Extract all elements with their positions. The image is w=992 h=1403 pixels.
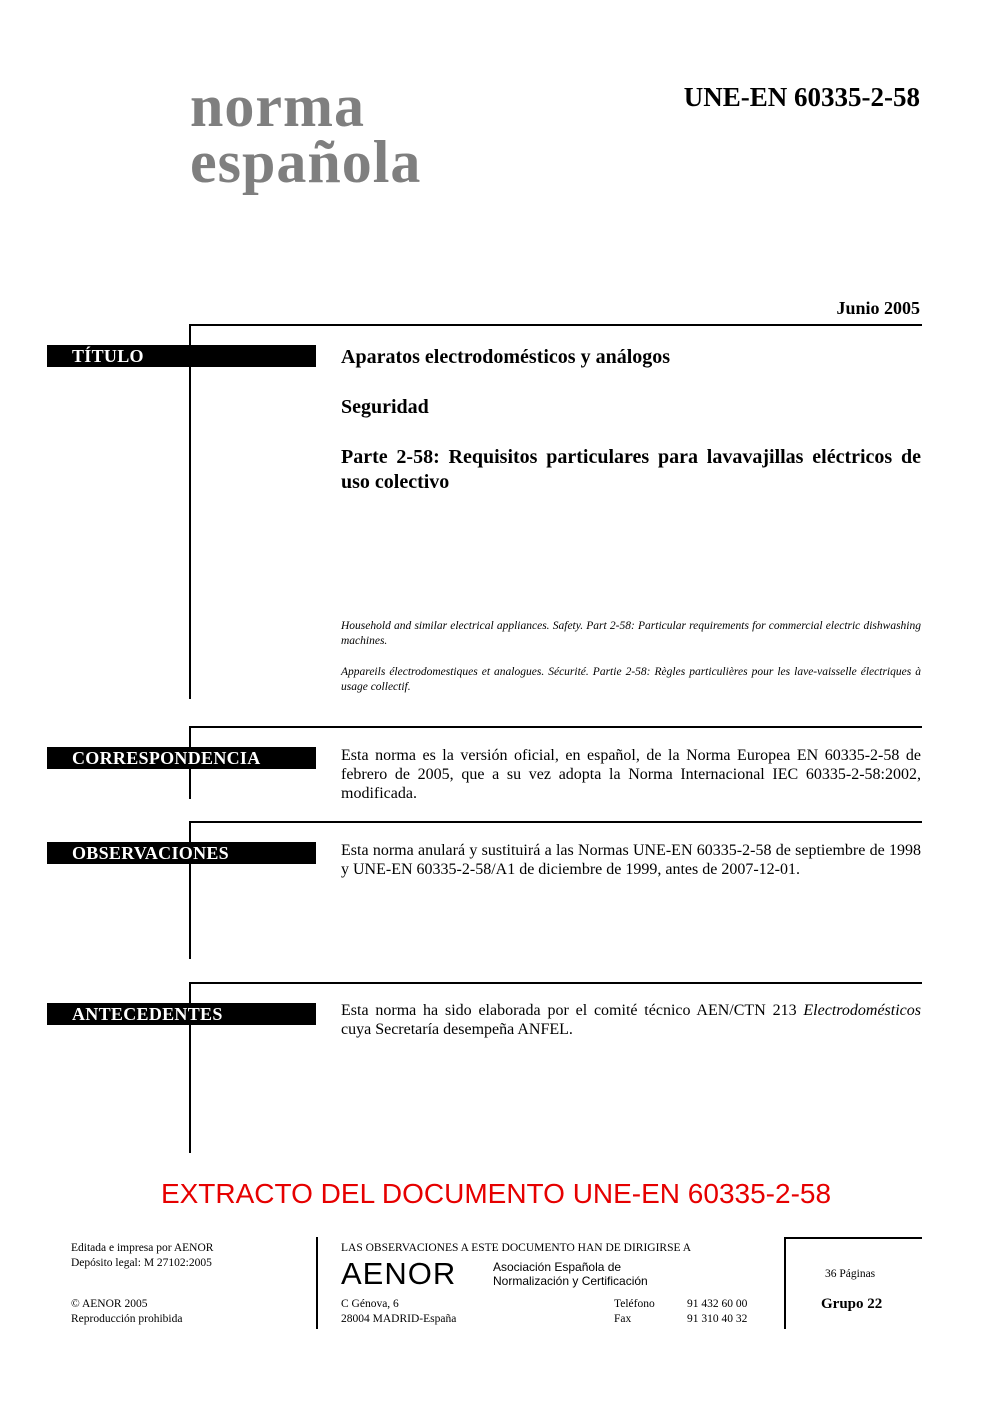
title-line-3: Parte 2-58: Requisitos particulares para lavavajillas eléctricos de uso colectivo [341,446,921,493]
phone-label: Teléfono [614,1298,655,1310]
legal-deposit: Depósito legal: M 27102:2005 [71,1257,212,1269]
address-line-1: C Génova, 6 [341,1298,399,1310]
aenor-logo: AENOR [341,1256,457,1291]
title-french: Appareils électrodomestiques et analogues. Sécurité. Partie 2-58: Règles particulières pour les lave-vaisselle électriques à usage collectif. [341,666,921,693]
publication-date: Junio 2005 [836,298,920,318]
footer-copyright [71,1297,182,1327]
aenor-name-line-2: Normalización y Certificación [493,1274,648,1288]
section-vertical-rule [189,324,191,699]
page-count: 36 Páginas [825,1268,876,1280]
aenor-address [341,1297,456,1327]
edited-by: Editada e impresa por AENOR [71,1242,214,1254]
title-line-2: Seguridad [341,396,429,418]
fax-label: Fax [614,1313,632,1325]
aenor-full-name [493,1260,648,1288]
pages-box-left [784,1237,786,1329]
phone-number: 91 432 60 00 [687,1298,748,1310]
observations-heading: LAS OBSERVACIONES A ESTE DOCUMENTO HAN DE DIRIGIRSE A [341,1242,692,1254]
brand-wordmark [190,73,422,195]
correspondencia-label: CORRESPONDENCIA [47,747,316,769]
antecedentes-text-end: cuya Secretaría desempeña ANFEL. [341,1021,573,1038]
antecedentes-text-start: Esta norma ha sido elaborada por el comité técnico AEN/CTN 213 [341,1002,804,1019]
antecedentes-label: ANTECEDENTES [47,1003,316,1025]
section-divider [189,821,922,823]
footer-publisher [71,1241,213,1271]
antecedentes-text [341,1001,921,1039]
fax-number: 91 310 40 32 [687,1313,748,1325]
contact-values [687,1297,747,1327]
section-divider [189,726,922,728]
aenor-name-line-1: Asociación Española de [493,1260,622,1274]
brand-line-2: española [190,129,422,195]
section-divider [189,324,922,326]
title-line-1: Aparatos electrodomésticos y análogos [341,346,671,368]
brand-line-1: norma [190,73,365,139]
extract-notice: EXTRACTO DEL DOCUMENTO UNE-EN 60335-2-58 [160,1178,832,1209]
reproduction-notice: Reproducción prohibida [71,1313,183,1325]
title-english: Household and similar electrical appliances. Safety. Part 2-58: Particular requirements for commercial electric dishwashing machines. [341,620,921,647]
copyright: © AENOR 2005 [71,1298,148,1310]
observaciones-text: Esta norma anulará y sustituirá a las Normas UNE-EN 60335-2-58 de septiembre de 1998 y UNE-EN 60335-2-58/A1 de diciembre de 1999, antes de 2007-12-01. [341,842,921,878]
standard-code: UNE-EN 60335-2-58 [683,82,920,112]
committee-name: Electrodomésticos [803,1002,921,1019]
contact-labels [614,1297,655,1327]
address-line-2: 28004 MADRID-España [341,1313,457,1325]
titulo-label: TÍTULO [47,345,316,367]
footer-divider [316,1237,318,1329]
price-group: Grupo 22 [821,1296,883,1312]
correspondencia-text: Esta norma es la versión oficial, en español, de la Norma Europea EN 60335-2-58 de febrero de 2005, que a su vez adopta la Norma Internacional IEC 60335-2-58:2002, modificada. [341,747,921,802]
pages-box-top [784,1237,922,1239]
observaciones-label: OBSERVACIONES [47,842,316,864]
section-divider [189,982,922,984]
